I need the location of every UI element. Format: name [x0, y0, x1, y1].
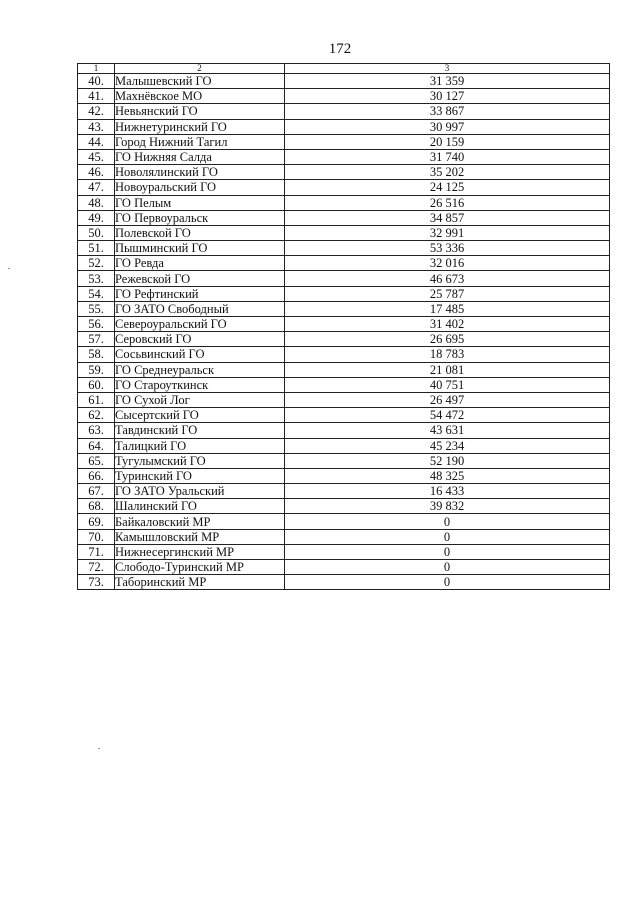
row-name: Полевской ГО [115, 225, 285, 240]
row-number: 62. [78, 408, 115, 423]
table-row [78, 119, 610, 134]
row-number: 55. [78, 301, 115, 316]
row-number: 53. [78, 271, 115, 286]
row-name: Таборинский МР [115, 575, 285, 590]
row-name: Махнёвское МО [115, 89, 285, 104]
table-row [78, 544, 610, 559]
row-number: 52. [78, 256, 115, 271]
row-number: 71. [78, 544, 115, 559]
row-number: 61. [78, 392, 115, 407]
row-name: ГО Ревда [115, 256, 285, 271]
row-number: 59. [78, 362, 115, 377]
row-value: 17 485 [285, 301, 610, 316]
header-cell-value: 3 [285, 64, 610, 74]
row-number: 54. [78, 286, 115, 301]
table-row [78, 529, 610, 544]
table-row [78, 256, 610, 271]
table-row [78, 560, 610, 575]
row-value: 32 991 [285, 225, 610, 240]
row-value: 34 857 [285, 210, 610, 225]
data-table [77, 63, 610, 590]
table-row [78, 271, 610, 286]
row-value: 31 402 [285, 317, 610, 332]
row-value: 30 997 [285, 119, 610, 134]
table-row [78, 332, 610, 347]
row-name: ГО ЗАТО Уральский [115, 484, 285, 499]
row-name: ГО Первоуральск [115, 210, 285, 225]
row-number: 70. [78, 529, 115, 544]
row-number: 44. [78, 134, 115, 149]
row-value: 0 [285, 560, 610, 575]
row-number: 48. [78, 195, 115, 210]
table-row [78, 377, 610, 392]
row-value: 53 336 [285, 241, 610, 256]
row-value: 48 325 [285, 468, 610, 483]
row-number: 50. [78, 225, 115, 240]
row-name: Североуральский ГО [115, 317, 285, 332]
row-value: 0 [285, 544, 610, 559]
table-row [78, 286, 610, 301]
row-value: 25 787 [285, 286, 610, 301]
row-value: 40 751 [285, 377, 610, 392]
row-name: ГО Среднеуральск [115, 362, 285, 377]
row-value: 46 673 [285, 271, 610, 286]
table-row [78, 195, 610, 210]
row-number: 49. [78, 210, 115, 225]
row-name: Нижнетуринский ГО [115, 119, 285, 134]
table-row [78, 225, 610, 240]
table-row [78, 104, 610, 119]
row-name: ГО Сухой Лог [115, 392, 285, 407]
row-number: 41. [78, 89, 115, 104]
row-name: Талицкий ГО [115, 438, 285, 453]
table-row [78, 438, 610, 453]
row-number: 68. [78, 499, 115, 514]
table-row [78, 575, 610, 590]
row-name: ГО Пелым [115, 195, 285, 210]
table-row [78, 362, 610, 377]
row-number: 65. [78, 453, 115, 468]
row-value: 54 472 [285, 408, 610, 423]
row-name: Шалинский ГО [115, 499, 285, 514]
row-value: 26 695 [285, 332, 610, 347]
margin-mark [98, 748, 100, 749]
row-number: 51. [78, 241, 115, 256]
row-value: 43 631 [285, 423, 610, 438]
table-row [78, 180, 610, 195]
row-name: Новолялинский ГО [115, 165, 285, 180]
row-value: 52 190 [285, 453, 610, 468]
row-name: ГО Нижняя Салда [115, 149, 285, 164]
row-number: 57. [78, 332, 115, 347]
table-row [78, 423, 610, 438]
table-row [78, 134, 610, 149]
row-value: 39 832 [285, 499, 610, 514]
table-row [78, 74, 610, 89]
table-row [78, 149, 610, 164]
table-row [78, 408, 610, 423]
row-value: 21 081 [285, 362, 610, 377]
table-row [78, 514, 610, 529]
row-number: 47. [78, 180, 115, 195]
table-row [78, 210, 610, 225]
row-name: Новоуральский ГО [115, 180, 285, 195]
row-name: Пышминский ГО [115, 241, 285, 256]
page-number: 172 [328, 41, 352, 57]
row-name: ГО Рефтинский [115, 286, 285, 301]
table-row [78, 484, 610, 499]
table-row [78, 392, 610, 407]
row-name: Байкаловский МР [115, 514, 285, 529]
row-name: Сосьвинский ГО [115, 347, 285, 362]
row-name: Тугулымский ГО [115, 453, 285, 468]
row-name: Слободо-Туринский МР [115, 560, 285, 575]
row-value: 0 [285, 575, 610, 590]
row-number: 56. [78, 317, 115, 332]
row-number: 45. [78, 149, 115, 164]
table-row [78, 347, 610, 362]
row-number: 73. [78, 575, 115, 590]
table-header-row [78, 64, 610, 74]
table-row [78, 89, 610, 104]
row-value: 20 159 [285, 134, 610, 149]
row-value: 45 234 [285, 438, 610, 453]
row-number: 64. [78, 438, 115, 453]
row-name: ГО Староуткинск [115, 377, 285, 392]
row-value: 33 867 [285, 104, 610, 119]
header-cell-number: 1 [78, 64, 115, 74]
row-name: Город Нижний Тагил [115, 134, 285, 149]
row-name: Камышловский МР [115, 529, 285, 544]
table-row [78, 301, 610, 316]
header-cell-name: 2 [115, 64, 285, 74]
row-value: 24 125 [285, 180, 610, 195]
row-number: 72. [78, 560, 115, 575]
row-name: Режевской ГО [115, 271, 285, 286]
row-name: Туринский ГО [115, 468, 285, 483]
row-name: Малышевский ГО [115, 74, 285, 89]
table-row [78, 453, 610, 468]
row-number: 66. [78, 468, 115, 483]
margin-mark [8, 268, 10, 269]
row-value: 32 016 [285, 256, 610, 271]
row-value: 18 783 [285, 347, 610, 362]
row-number: 63. [78, 423, 115, 438]
row-name: Тавдинский ГО [115, 423, 285, 438]
row-name: Нижнесергинский МР [115, 544, 285, 559]
row-name: Невьянский ГО [115, 104, 285, 119]
table-row [78, 317, 610, 332]
row-name: Серовский ГО [115, 332, 285, 347]
row-number: 60. [78, 377, 115, 392]
row-name: ГО ЗАТО Свободный [115, 301, 285, 316]
row-number: 69. [78, 514, 115, 529]
row-value: 26 497 [285, 392, 610, 407]
row-number: 43. [78, 119, 115, 134]
row-value: 31 359 [285, 74, 610, 89]
row-value: 30 127 [285, 89, 610, 104]
row-value: 0 [285, 529, 610, 544]
row-value: 35 202 [285, 165, 610, 180]
table-row [78, 499, 610, 514]
row-value: 16 433 [285, 484, 610, 499]
row-number: 42. [78, 104, 115, 119]
row-value: 26 516 [285, 195, 610, 210]
table-row [78, 165, 610, 180]
table-row [78, 241, 610, 256]
row-number: 40. [78, 74, 115, 89]
row-name: Сысертский ГО [115, 408, 285, 423]
table-row [78, 468, 610, 483]
row-number: 67. [78, 484, 115, 499]
row-number: 46. [78, 165, 115, 180]
row-number: 58. [78, 347, 115, 362]
row-value: 0 [285, 514, 610, 529]
row-value: 31 740 [285, 149, 610, 164]
